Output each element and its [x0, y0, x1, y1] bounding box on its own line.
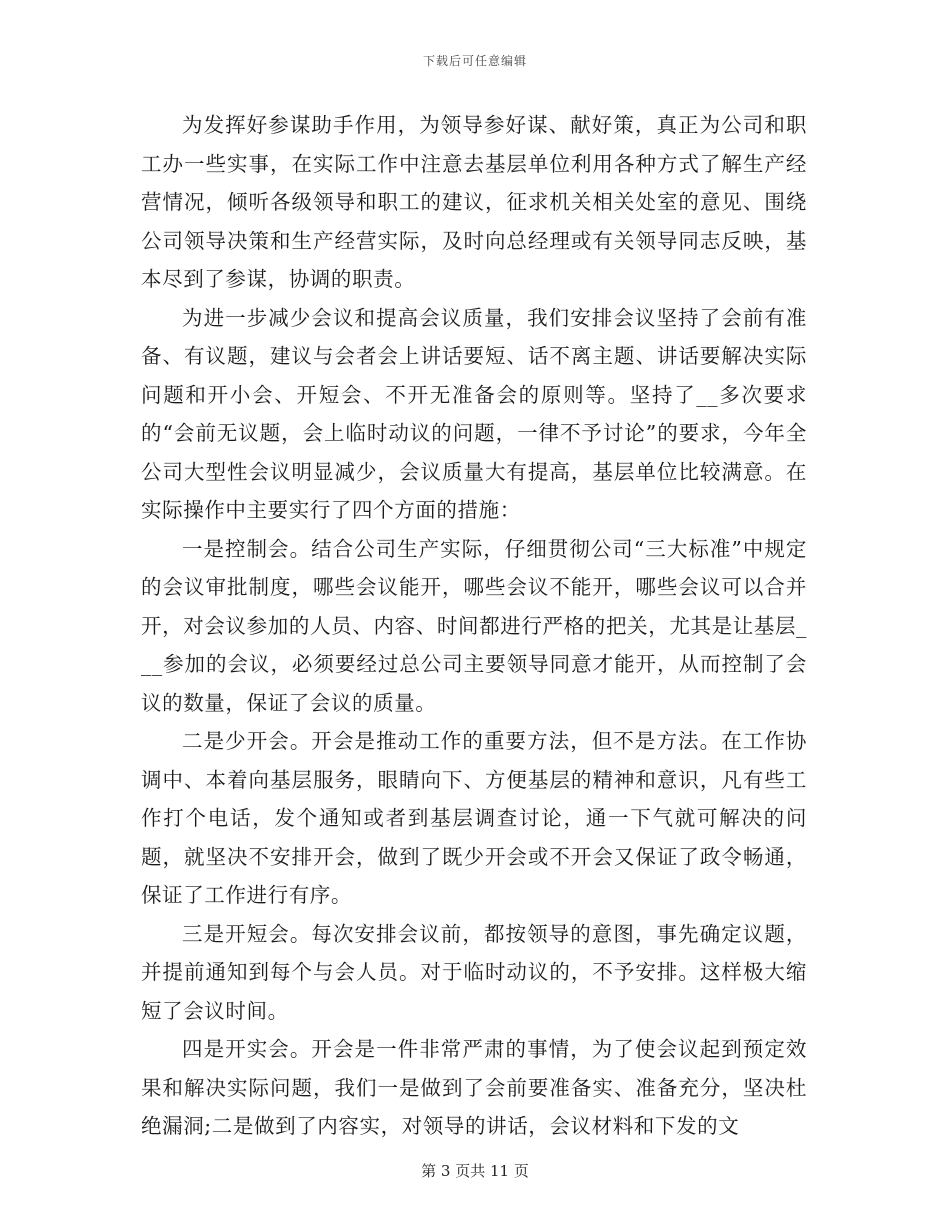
- paragraph-1: 为发挥好参谋助手作用，为领导参好谋、献好策，真正为公司和职工办一些实事，在实际工作中注意去基层单位利用各种方式了解生产经营情况，倾听各级领导和职工的建议，征求机关相关处室的意见、围绕公司领导决策和生产经营实际，及时向总经理或有关领导同志反映，基本尽到了参谋，协调的职责。: [141, 113, 807, 291]
- page-footer: 第 3 页共 11 页: [421, 1162, 529, 1180]
- paragraph-2: 为进一步减少会议和提高会议质量，我们安排会议坚持了会前有准备、有议题，建议与会者会上讲话要短、话不离主题、讲话要解决实际问题和开小会、开短会、不开无准备会的原则等。坚持了__多次要求的“会前无议题，会上临时动议的问题，一律不予讨论”的要求，今年全公司大型性会议明显减少，会议质量大有提高，基层单位比较满意。在实际操作中主要实行了四个方面的措施：: [141, 305, 807, 522]
- paragraph-3: 一是控制会。结合公司生产实际，仔细贯彻公司“三大标准”中规定的会议审批制度，哪些会议能开，哪些会议不能开，哪些会议可以合并开，对会议参加的人员、内容、时间都进行严格的把关，尤其是让基层___参加的会议，必须要经过总公司主要领导同意才能开，从而控制了会议的数量，保证了会议的质量。: [141, 536, 807, 715]
- document-body: [141, 106, 807, 1146]
- page-header: 下载后可任意编辑: [422, 54, 527, 68]
- paragraph-6: 四是开实会。开会是一件非常严肃的事情，为了使会议起到预定效果和解决实际问题，我们一是做到了会前要准备实、准备充分，坚决杜绝漏洞;二是做到了内容实，对领导的讲话，会议材料和下发的文: [141, 1037, 807, 1138]
- paragraph-5: 三是开短会。每次安排会议前，都按领导的意图，事先确定议题，并提前通知到每个与会人员。对于临时动议的，不予安排。这样极大缩短了会议时间。: [141, 921, 807, 1023]
- paragraph-4: 二是少开会。开会是推动工作的重要方法，但不是方法。在工作协调中、本着向基层服务，眼睛向下、方便基层的精神和意识，凡有些工作打个电话，发个通知或者到基层调查讨论，通一下气就可解决的问题，就坚决不安排开会，做到了既少开会或不开会又保证了政令畅通，保证了工作进行有序。: [141, 729, 807, 907]
